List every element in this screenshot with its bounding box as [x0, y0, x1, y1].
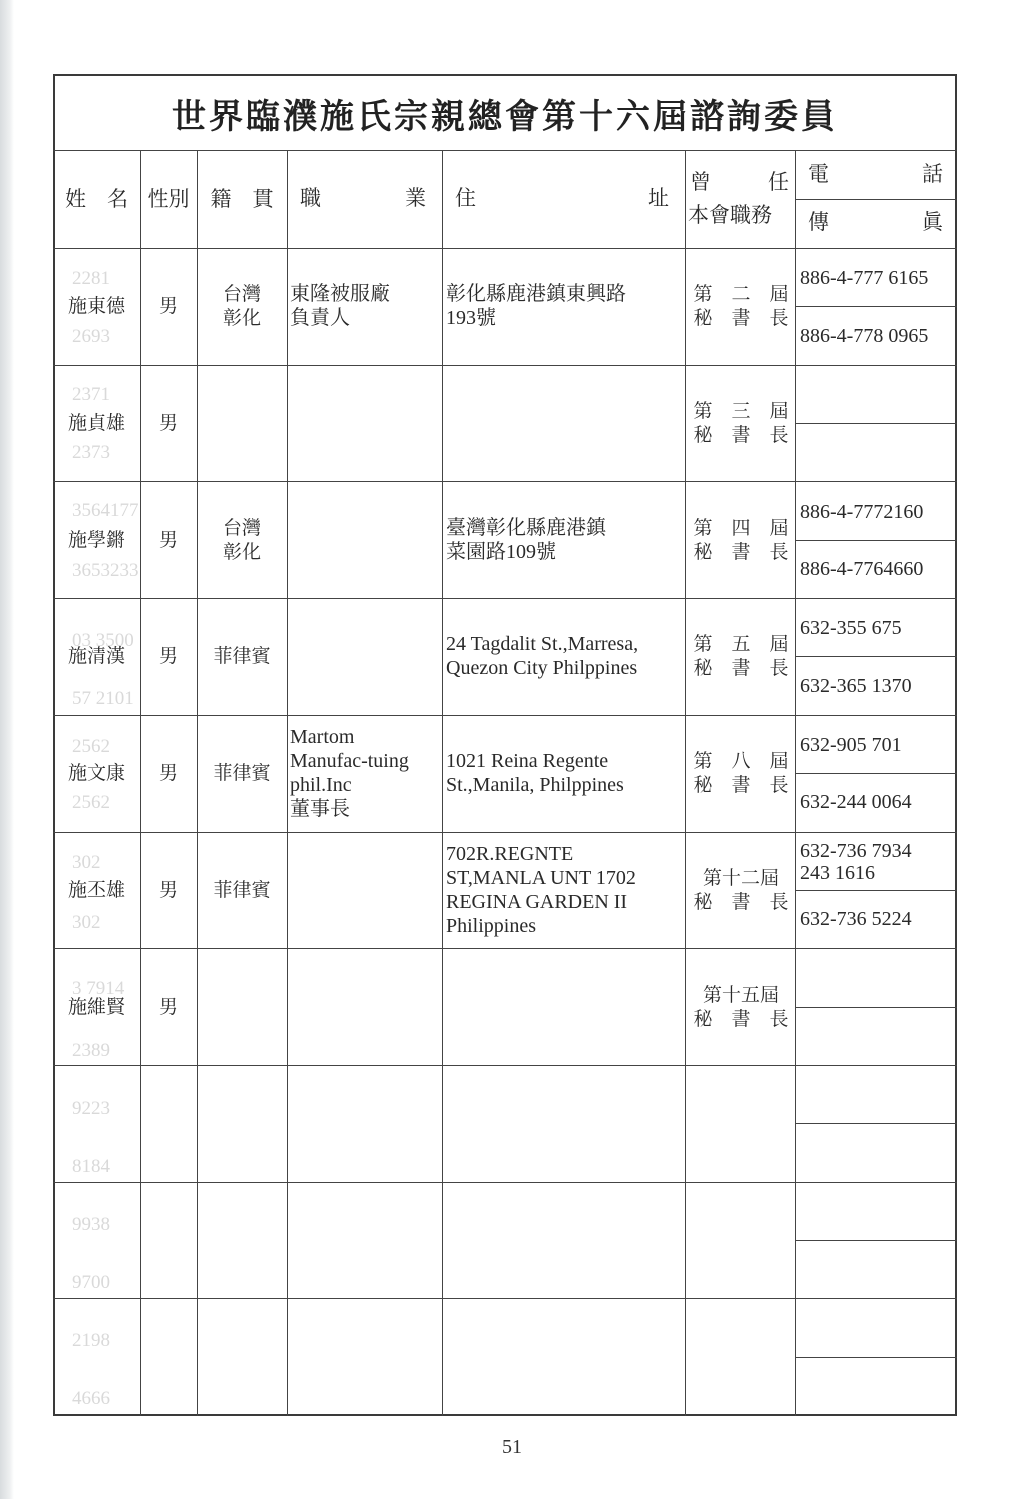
cell-fax: 632-244 0064	[800, 791, 912, 814]
show-through-number: 2693	[72, 326, 110, 347]
cell-fax	[796, 423, 956, 481]
cell-occupation	[290, 1065, 440, 1182]
cell-gender: 男	[158, 762, 178, 785]
cell-gender: 男	[158, 645, 178, 668]
header-fax-left: 傳	[808, 210, 829, 234]
cell-name: 施文康	[67, 762, 125, 785]
cell-address	[446, 948, 682, 1065]
cell-address	[446, 365, 682, 482]
cell-occupation: Martom Manufac-tuing phil.Inc 董事長	[290, 726, 409, 821]
cell-phone: 632-736 7934 243 1616	[800, 839, 912, 884]
cell-phone	[796, 367, 956, 423]
header-former-post-right: 任	[768, 170, 789, 194]
cell-native-place	[197, 1182, 287, 1299]
cell-occupation	[290, 1182, 440, 1299]
cell-former-post: 第十五屆 秘 書 長	[693, 983, 789, 1030]
show-through-number: 302	[72, 912, 101, 933]
grid-vertical-line	[442, 150, 443, 1416]
cell-name	[53, 1182, 140, 1299]
cell-occupation	[290, 481, 440, 598]
show-through-number: 3 7914	[72, 978, 125, 999]
header-occupation-right: 業	[405, 186, 426, 210]
cell-phone: 886-4-7772160	[800, 500, 924, 523]
cell-address	[446, 1182, 682, 1299]
cell-gender	[140, 1298, 197, 1415]
cell-native-place: 菲律賓	[213, 762, 271, 785]
cell-name: 施學鏘	[67, 528, 125, 551]
show-through-number: 9938	[72, 1214, 110, 1235]
cell-name: 施維賢	[67, 995, 125, 1018]
show-through-number: 9700	[72, 1272, 110, 1293]
cell-former-post	[688, 1298, 794, 1415]
header-former-post-left: 曾	[690, 170, 711, 194]
cell-address	[446, 1065, 682, 1182]
cell-name: 施清漢	[67, 645, 125, 668]
cell-occupation	[290, 365, 440, 482]
cell-address: 1021 Reina Regente St.,Manila, Philppines	[446, 750, 624, 797]
show-through-number: 2281	[72, 268, 110, 289]
cell-fax	[796, 1123, 956, 1181]
header-native-place: 籍 貫	[210, 187, 274, 211]
show-through-number: 302	[72, 852, 101, 873]
cell-occupation	[290, 598, 440, 715]
cell-fax: 886-4-778 0965	[800, 324, 929, 347]
header-fax-right: 眞	[922, 210, 943, 234]
cell-former-post: 第 四 屆 秘 書 長	[693, 516, 789, 563]
show-through-number: 3564177	[72, 500, 139, 521]
cell-fax: 632-736 5224	[800, 908, 912, 931]
grid-vertical-line	[287, 150, 288, 1416]
cell-native-place: 台灣 彰化	[222, 283, 261, 330]
grid-horizontal-line	[53, 150, 957, 151]
cell-phone	[796, 950, 956, 1006]
cell-address: 彰化縣鹿港鎮東興路 193號	[446, 283, 626, 330]
grid-vertical-line	[685, 150, 686, 1416]
cell-former-post: 第十二屆 秘 書 長	[693, 866, 789, 913]
cell-fax	[796, 1007, 956, 1065]
cell-native-place: 菲律賓	[213, 878, 271, 901]
cell-gender: 男	[158, 295, 178, 318]
cell-phone: 632-355 675	[800, 617, 902, 640]
cell-former-post: 第 八 屆 秘 書 長	[693, 750, 789, 797]
grid-horizontal-line	[795, 199, 957, 200]
cell-native-place	[197, 1065, 287, 1182]
cell-phone: 886-4-777 6165	[800, 267, 929, 290]
cell-phone	[796, 1300, 956, 1356]
header-occupation-left: 職	[300, 186, 321, 210]
cell-address: 702R.REGNTE ST,MANLA UNT 1702 REGINA GARDEN II Philippines	[446, 842, 636, 937]
header-name: 姓 名	[65, 187, 128, 211]
show-through-number: 2198	[72, 1330, 110, 1351]
show-through-number: 2373	[72, 442, 110, 463]
show-through-number: 2389	[72, 1040, 110, 1061]
cell-address: 臺灣彰化縣鹿港鎮 菜園路109號	[446, 516, 606, 563]
cell-name: 施貞雄	[67, 412, 125, 435]
cell-fax	[796, 1357, 956, 1415]
cell-native-place	[197, 1298, 287, 1415]
cell-former-post: 第 二 屆 秘 書 長	[693, 283, 789, 330]
cell-native-place	[197, 365, 287, 482]
cell-occupation	[290, 832, 440, 949]
cell-former-post	[688, 1182, 794, 1299]
cell-name: 施東德	[67, 295, 125, 318]
cell-name	[53, 1065, 140, 1182]
cell-occupation: 東隆被服廠 負責人	[290, 283, 390, 330]
cell-gender: 男	[158, 995, 178, 1018]
cell-fax: 632-365 1370	[800, 674, 912, 697]
cell-name	[53, 1298, 140, 1415]
cell-fax	[796, 1240, 956, 1298]
cell-phone: 632-905 701	[800, 733, 902, 756]
show-through-number: 03 3500	[72, 630, 134, 651]
header-address-left: 住	[455, 186, 476, 210]
cell-native-place: 菲律賓	[213, 645, 271, 668]
header-address-right: 址	[648, 186, 669, 210]
committee-table	[53, 74, 957, 1416]
page-binding-shadow	[0, 0, 14, 1499]
cell-gender	[140, 1065, 197, 1182]
cell-address	[446, 1298, 682, 1415]
header-former-post-line2: 本會職務	[688, 203, 772, 227]
cell-gender: 男	[158, 528, 178, 551]
page-number: 51	[502, 1436, 522, 1458]
show-through-number: 9223	[72, 1098, 110, 1119]
cell-name: 施丕雄	[67, 878, 125, 901]
header-gender: 性別	[147, 187, 190, 211]
cell-former-post	[688, 1065, 794, 1182]
show-through-number: 4666	[72, 1388, 110, 1409]
cell-fax: 886-4-7764660	[800, 557, 924, 580]
cell-gender	[140, 1182, 197, 1299]
cell-phone	[796, 1067, 956, 1123]
show-through-number: 2562	[72, 736, 110, 757]
show-through-number: 2562	[72, 792, 110, 813]
cell-gender: 男	[158, 878, 178, 901]
cell-phone	[796, 1184, 956, 1240]
cell-occupation	[290, 948, 440, 1065]
cell-native-place: 台灣 彰化	[222, 516, 261, 563]
cell-native-place	[197, 948, 287, 1065]
cell-address: 24 Tagdalit St.,Marresa, Quezon City Philppines	[446, 633, 639, 680]
header-phone-right: 話	[922, 162, 943, 186]
cell-former-post: 第 三 屆 秘 書 長	[693, 400, 789, 447]
show-through-number: 3653233	[72, 560, 139, 581]
cell-gender: 男	[158, 412, 178, 435]
cell-occupation	[290, 1298, 440, 1415]
show-through-number: 8184	[72, 1156, 110, 1177]
table-title: 世界臨濮施氏宗親總會第十六屆諮詢委員	[172, 96, 838, 137]
show-through-number: 2371	[72, 384, 110, 405]
header-phone-left: 電	[808, 162, 829, 186]
cell-former-post: 第 五 屆 秘 書 長	[693, 633, 789, 680]
show-through-number: 57 2101	[72, 688, 134, 709]
